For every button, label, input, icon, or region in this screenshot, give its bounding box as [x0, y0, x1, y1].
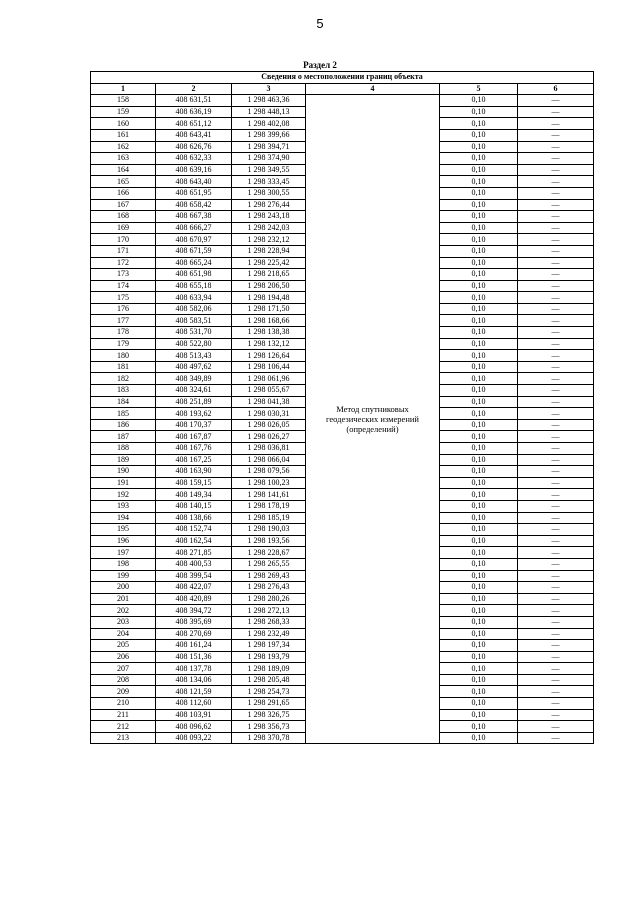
x-coordinate-cell: 408 636,19 [156, 106, 232, 118]
x-coordinate-cell: 408 112,60 [156, 698, 232, 710]
description-cell: — [518, 640, 594, 652]
point-number-cell: 164 [91, 164, 156, 176]
point-number-cell: 166 [91, 187, 156, 199]
accuracy-cell: 0,10 [440, 466, 518, 478]
point-number-cell: 182 [91, 373, 156, 385]
point-number-cell: 160 [91, 118, 156, 130]
point-number-cell: 181 [91, 361, 156, 373]
description-cell: — [518, 674, 594, 686]
x-coordinate-cell: 408 251,89 [156, 396, 232, 408]
description-cell: — [518, 164, 594, 176]
table-row [91, 95, 594, 107]
point-number-cell: 192 [91, 489, 156, 501]
table-title: Сведения о местоположении границ объекта [91, 72, 594, 84]
accuracy-cell: 0,10 [440, 211, 518, 223]
accuracy-cell: 0,10 [440, 95, 518, 107]
point-number-cell: 163 [91, 153, 156, 165]
accuracy-cell: 0,10 [440, 732, 518, 744]
description-cell: — [518, 616, 594, 628]
x-coordinate-cell: 408 140,15 [156, 500, 232, 512]
description-cell: — [518, 361, 594, 373]
y-coordinate-cell: 1 298 189,09 [232, 663, 306, 675]
accuracy-cell: 0,10 [440, 153, 518, 165]
y-coordinate-cell: 1 298 126,64 [232, 350, 306, 362]
description-cell: — [518, 187, 594, 199]
accuracy-cell: 0,10 [440, 512, 518, 524]
accuracy-cell: 0,10 [440, 269, 518, 281]
x-coordinate-cell: 408 270,69 [156, 628, 232, 640]
y-coordinate-cell: 1 298 448,13 [232, 106, 306, 118]
point-number-cell: 174 [91, 280, 156, 292]
description-cell: — [518, 234, 594, 246]
description-cell: — [518, 663, 594, 675]
description-cell: — [518, 582, 594, 594]
y-coordinate-cell: 1 298 066,04 [232, 454, 306, 466]
y-coordinate-cell: 1 298 036,81 [232, 443, 306, 455]
point-number-cell: 201 [91, 593, 156, 605]
accuracy-cell: 0,10 [440, 454, 518, 466]
accuracy-cell: 0,10 [440, 199, 518, 211]
y-coordinate-cell: 1 298 280,26 [232, 593, 306, 605]
accuracy-cell: 0,10 [440, 628, 518, 640]
y-coordinate-cell: 1 298 394,71 [232, 141, 306, 153]
column-header: 3 [232, 83, 306, 95]
description-cell: — [518, 698, 594, 710]
accuracy-cell: 0,10 [440, 373, 518, 385]
x-coordinate-cell: 408 349,89 [156, 373, 232, 385]
x-coordinate-cell: 408 152,74 [156, 524, 232, 536]
y-coordinate-cell: 1 298 206,50 [232, 280, 306, 292]
point-number-cell: 206 [91, 651, 156, 663]
y-coordinate-cell: 1 298 242,03 [232, 222, 306, 234]
y-coordinate-cell: 1 298 243,18 [232, 211, 306, 223]
x-coordinate-cell: 408 138,66 [156, 512, 232, 524]
point-number-cell: 205 [91, 640, 156, 652]
column-number-row [91, 83, 594, 95]
point-number-cell: 198 [91, 558, 156, 570]
x-coordinate-cell: 408 271,85 [156, 547, 232, 559]
point-number-cell: 195 [91, 524, 156, 536]
accuracy-cell: 0,10 [440, 350, 518, 362]
description-cell: — [518, 373, 594, 385]
point-number-cell: 196 [91, 535, 156, 547]
y-coordinate-cell: 1 298 225,42 [232, 257, 306, 269]
method-cell: Метод спутниковых геодезических измерений (определений) [306, 95, 440, 744]
x-coordinate-cell: 408 134,06 [156, 674, 232, 686]
y-coordinate-cell: 1 298 463,36 [232, 95, 306, 107]
point-number-cell: 175 [91, 292, 156, 304]
point-number-cell: 207 [91, 663, 156, 675]
point-number-cell: 186 [91, 419, 156, 431]
accuracy-cell: 0,10 [440, 257, 518, 269]
point-number-cell: 168 [91, 211, 156, 223]
accuracy-cell: 0,10 [440, 663, 518, 675]
description-cell: — [518, 211, 594, 223]
point-number-cell: 172 [91, 257, 156, 269]
x-coordinate-cell: 408 658,42 [156, 199, 232, 211]
accuracy-cell: 0,10 [440, 419, 518, 431]
description-cell: — [518, 651, 594, 663]
y-coordinate-cell: 1 298 265,55 [232, 558, 306, 570]
point-number-cell: 180 [91, 350, 156, 362]
x-coordinate-cell: 408 400,53 [156, 558, 232, 570]
x-coordinate-cell: 408 651,98 [156, 269, 232, 281]
accuracy-cell: 0,10 [440, 570, 518, 582]
point-number-cell: 210 [91, 698, 156, 710]
y-coordinate-cell: 1 298 141,61 [232, 489, 306, 501]
description-cell: — [518, 605, 594, 617]
description-cell: — [518, 280, 594, 292]
point-number-cell: 193 [91, 500, 156, 512]
point-number-cell: 209 [91, 686, 156, 698]
x-coordinate-cell: 408 167,87 [156, 431, 232, 443]
accuracy-cell: 0,10 [440, 524, 518, 536]
accuracy-cell: 0,10 [440, 535, 518, 547]
accuracy-cell: 0,10 [440, 396, 518, 408]
point-number-cell: 213 [91, 732, 156, 744]
y-coordinate-cell: 1 298 190,03 [232, 524, 306, 536]
description-cell: — [518, 315, 594, 327]
x-coordinate-cell: 408 137,78 [156, 663, 232, 675]
x-coordinate-cell: 408 096,62 [156, 721, 232, 733]
x-coordinate-cell: 408 531,70 [156, 327, 232, 339]
y-coordinate-cell: 1 298 193,79 [232, 651, 306, 663]
description-cell: — [518, 327, 594, 339]
description-cell: — [518, 350, 594, 362]
x-coordinate-cell: 408 420,89 [156, 593, 232, 605]
accuracy-cell: 0,10 [440, 674, 518, 686]
x-coordinate-cell: 408 324,61 [156, 385, 232, 397]
description-cell: — [518, 129, 594, 141]
y-coordinate-cell: 1 298 269,43 [232, 570, 306, 582]
column-header: 2 [156, 83, 232, 95]
page-number: 5 [316, 16, 324, 31]
accuracy-cell: 0,10 [440, 721, 518, 733]
point-number-cell: 199 [91, 570, 156, 582]
description-cell: — [518, 466, 594, 478]
accuracy-cell: 0,10 [440, 686, 518, 698]
x-coordinate-cell: 408 167,25 [156, 454, 232, 466]
x-coordinate-cell: 408 151,36 [156, 651, 232, 663]
description-cell: — [518, 489, 594, 501]
point-number-cell: 159 [91, 106, 156, 118]
y-coordinate-cell: 1 298 138,38 [232, 327, 306, 339]
point-number-cell: 183 [91, 385, 156, 397]
point-number-cell: 177 [91, 315, 156, 327]
x-coordinate-cell: 408 103,91 [156, 709, 232, 721]
description-cell: — [518, 593, 594, 605]
point-number-cell: 162 [91, 141, 156, 153]
point-number-cell: 171 [91, 245, 156, 257]
x-coordinate-cell: 408 639,16 [156, 164, 232, 176]
y-coordinate-cell: 1 298 232,12 [232, 234, 306, 246]
x-coordinate-cell: 408 167,76 [156, 443, 232, 455]
accuracy-cell: 0,10 [440, 582, 518, 594]
description-cell: — [518, 558, 594, 570]
x-coordinate-cell: 408 651,95 [156, 187, 232, 199]
x-coordinate-cell: 408 671,59 [156, 245, 232, 257]
column-header: 6 [518, 83, 594, 95]
y-coordinate-cell: 1 298 132,12 [232, 338, 306, 350]
accuracy-cell: 0,10 [440, 408, 518, 420]
x-coordinate-cell: 408 121,59 [156, 686, 232, 698]
accuracy-cell: 0,10 [440, 222, 518, 234]
accuracy-cell: 0,10 [440, 593, 518, 605]
accuracy-cell: 0,10 [440, 118, 518, 130]
description-cell: — [518, 431, 594, 443]
description-cell: — [518, 721, 594, 733]
description-cell: — [518, 141, 594, 153]
point-number-cell: 184 [91, 396, 156, 408]
description-cell: — [518, 709, 594, 721]
accuracy-cell: 0,10 [440, 327, 518, 339]
x-coordinate-cell: 408 394,72 [156, 605, 232, 617]
point-number-cell: 167 [91, 199, 156, 211]
y-coordinate-cell: 1 298 399,66 [232, 129, 306, 141]
description-cell: — [518, 443, 594, 455]
x-coordinate-cell: 408 395,69 [156, 616, 232, 628]
y-coordinate-cell: 1 298 030,31 [232, 408, 306, 420]
accuracy-cell: 0,10 [440, 361, 518, 373]
accuracy-cell: 0,10 [440, 489, 518, 501]
point-number-cell: 173 [91, 269, 156, 281]
x-coordinate-cell: 408 665,24 [156, 257, 232, 269]
point-number-cell: 178 [91, 327, 156, 339]
point-number-cell: 170 [91, 234, 156, 246]
description-cell: — [518, 257, 594, 269]
point-number-cell: 165 [91, 176, 156, 188]
x-coordinate-cell: 408 193,62 [156, 408, 232, 420]
accuracy-cell: 0,10 [440, 431, 518, 443]
x-coordinate-cell: 408 522,80 [156, 338, 232, 350]
y-coordinate-cell: 1 298 041,38 [232, 396, 306, 408]
point-number-cell: 197 [91, 547, 156, 559]
description-cell: — [518, 269, 594, 281]
point-number-cell: 208 [91, 674, 156, 686]
x-coordinate-cell: 408 162,54 [156, 535, 232, 547]
y-coordinate-cell: 1 298 171,50 [232, 303, 306, 315]
point-number-cell: 200 [91, 582, 156, 594]
description-cell: — [518, 396, 594, 408]
y-coordinate-cell: 1 298 326,75 [232, 709, 306, 721]
point-number-cell: 187 [91, 431, 156, 443]
y-coordinate-cell: 1 298 228,94 [232, 245, 306, 257]
y-coordinate-cell: 1 298 232,49 [232, 628, 306, 640]
accuracy-cell: 0,10 [440, 164, 518, 176]
x-coordinate-cell: 408 633,94 [156, 292, 232, 304]
x-coordinate-cell: 408 626,76 [156, 141, 232, 153]
description-cell: — [518, 454, 594, 466]
accuracy-cell: 0,10 [440, 709, 518, 721]
accuracy-cell: 0,10 [440, 129, 518, 141]
accuracy-cell: 0,10 [440, 141, 518, 153]
y-coordinate-cell: 1 298 370,78 [232, 732, 306, 744]
accuracy-cell: 0,10 [440, 443, 518, 455]
y-coordinate-cell: 1 298 291,65 [232, 698, 306, 710]
x-coordinate-cell: 408 643,40 [156, 176, 232, 188]
column-header: 4 [306, 83, 440, 95]
description-cell: — [518, 222, 594, 234]
point-number-cell: 204 [91, 628, 156, 640]
point-number-cell: 188 [91, 443, 156, 455]
x-coordinate-cell: 408 149,34 [156, 489, 232, 501]
y-coordinate-cell: 1 298 268,33 [232, 616, 306, 628]
accuracy-cell: 0,10 [440, 640, 518, 652]
x-coordinate-cell: 408 667,38 [156, 211, 232, 223]
y-coordinate-cell: 1 298 276,44 [232, 199, 306, 211]
x-coordinate-cell: 408 513,43 [156, 350, 232, 362]
description-cell: — [518, 512, 594, 524]
x-coordinate-cell: 408 643,41 [156, 129, 232, 141]
accuracy-cell: 0,10 [440, 303, 518, 315]
y-coordinate-cell: 1 298 026,27 [232, 431, 306, 443]
boundary-coordinates-table [90, 71, 594, 744]
point-number-cell: 203 [91, 616, 156, 628]
x-coordinate-cell: 408 582,06 [156, 303, 232, 315]
x-coordinate-cell: 408 163,90 [156, 466, 232, 478]
accuracy-cell: 0,10 [440, 234, 518, 246]
y-coordinate-cell: 1 298 026,05 [232, 419, 306, 431]
y-coordinate-cell: 1 298 185,19 [232, 512, 306, 524]
description-cell: — [518, 547, 594, 559]
y-coordinate-cell: 1 298 100,23 [232, 477, 306, 489]
accuracy-cell: 0,10 [440, 547, 518, 559]
x-coordinate-cell: 408 422,07 [156, 582, 232, 594]
x-coordinate-cell: 408 670,97 [156, 234, 232, 246]
x-coordinate-cell: 408 093,22 [156, 732, 232, 744]
description-cell: — [518, 686, 594, 698]
x-coordinate-cell: 408 497,62 [156, 361, 232, 373]
description-cell: — [518, 95, 594, 107]
description-cell: — [518, 477, 594, 489]
y-coordinate-cell: 1 298 333,45 [232, 176, 306, 188]
description-cell: — [518, 338, 594, 350]
description-cell: — [518, 524, 594, 536]
y-coordinate-cell: 1 298 197,34 [232, 640, 306, 652]
description-cell: — [518, 385, 594, 397]
accuracy-cell: 0,10 [440, 651, 518, 663]
description-cell: — [518, 570, 594, 582]
description-cell: — [518, 106, 594, 118]
y-coordinate-cell: 1 298 276,43 [232, 582, 306, 594]
y-coordinate-cell: 1 298 228,67 [232, 547, 306, 559]
accuracy-cell: 0,10 [440, 292, 518, 304]
accuracy-cell: 0,10 [440, 477, 518, 489]
description-cell: — [518, 419, 594, 431]
accuracy-cell: 0,10 [440, 176, 518, 188]
y-coordinate-cell: 1 298 205,48 [232, 674, 306, 686]
column-header: 1 [91, 83, 156, 95]
description-cell: — [518, 408, 594, 420]
y-coordinate-cell: 1 298 349,55 [232, 164, 306, 176]
accuracy-cell: 0,10 [440, 315, 518, 327]
x-coordinate-cell: 408 651,12 [156, 118, 232, 130]
table-body [91, 95, 594, 744]
y-coordinate-cell: 1 298 374,90 [232, 153, 306, 165]
y-coordinate-cell: 1 298 055,67 [232, 385, 306, 397]
point-number-cell: 212 [91, 721, 156, 733]
description-cell: — [518, 245, 594, 257]
description-cell: — [518, 500, 594, 512]
description-cell: — [518, 732, 594, 744]
section-title: Раздел 2 [303, 60, 337, 70]
accuracy-cell: 0,10 [440, 385, 518, 397]
x-coordinate-cell: 408 583,51 [156, 315, 232, 327]
accuracy-cell: 0,10 [440, 605, 518, 617]
accuracy-cell: 0,10 [440, 698, 518, 710]
x-coordinate-cell: 408 655,18 [156, 280, 232, 292]
accuracy-cell: 0,10 [440, 280, 518, 292]
point-number-cell: 185 [91, 408, 156, 420]
point-number-cell: 189 [91, 454, 156, 466]
point-number-cell: 194 [91, 512, 156, 524]
description-cell: — [518, 176, 594, 188]
y-coordinate-cell: 1 298 218,65 [232, 269, 306, 281]
accuracy-cell: 0,10 [440, 338, 518, 350]
y-coordinate-cell: 1 298 106,44 [232, 361, 306, 373]
y-coordinate-cell: 1 298 168,66 [232, 315, 306, 327]
x-coordinate-cell: 408 632,33 [156, 153, 232, 165]
y-coordinate-cell: 1 298 194,48 [232, 292, 306, 304]
description-cell: — [518, 628, 594, 640]
accuracy-cell: 0,10 [440, 500, 518, 512]
accuracy-cell: 0,10 [440, 187, 518, 199]
y-coordinate-cell: 1 298 402,08 [232, 118, 306, 130]
accuracy-cell: 0,10 [440, 106, 518, 118]
point-number-cell: 176 [91, 303, 156, 315]
description-cell: — [518, 303, 594, 315]
x-coordinate-cell: 408 170,37 [156, 419, 232, 431]
y-coordinate-cell: 1 298 272,13 [232, 605, 306, 617]
y-coordinate-cell: 1 298 356,73 [232, 721, 306, 733]
y-coordinate-cell: 1 298 254,73 [232, 686, 306, 698]
point-number-cell: 158 [91, 95, 156, 107]
y-coordinate-cell: 1 298 079,56 [232, 466, 306, 478]
y-coordinate-cell: 1 298 300,55 [232, 187, 306, 199]
column-header: 5 [440, 83, 518, 95]
accuracy-cell: 0,10 [440, 245, 518, 257]
description-cell: — [518, 199, 594, 211]
point-number-cell: 179 [91, 338, 156, 350]
y-coordinate-cell: 1 298 061,96 [232, 373, 306, 385]
point-number-cell: 161 [91, 129, 156, 141]
x-coordinate-cell: 408 631,51 [156, 95, 232, 107]
y-coordinate-cell: 1 298 193,56 [232, 535, 306, 547]
point-number-cell: 211 [91, 709, 156, 721]
point-number-cell: 190 [91, 466, 156, 478]
description-cell: — [518, 535, 594, 547]
x-coordinate-cell: 408 161,24 [156, 640, 232, 652]
point-number-cell: 191 [91, 477, 156, 489]
point-number-cell: 202 [91, 605, 156, 617]
accuracy-cell: 0,10 [440, 558, 518, 570]
x-coordinate-cell: 408 666,27 [156, 222, 232, 234]
point-number-cell: 169 [91, 222, 156, 234]
description-cell: — [518, 118, 594, 130]
description-cell: — [518, 292, 594, 304]
y-coordinate-cell: 1 298 178,19 [232, 500, 306, 512]
description-cell: — [518, 153, 594, 165]
x-coordinate-cell: 408 399,54 [156, 570, 232, 582]
accuracy-cell: 0,10 [440, 616, 518, 628]
x-coordinate-cell: 408 159,15 [156, 477, 232, 489]
